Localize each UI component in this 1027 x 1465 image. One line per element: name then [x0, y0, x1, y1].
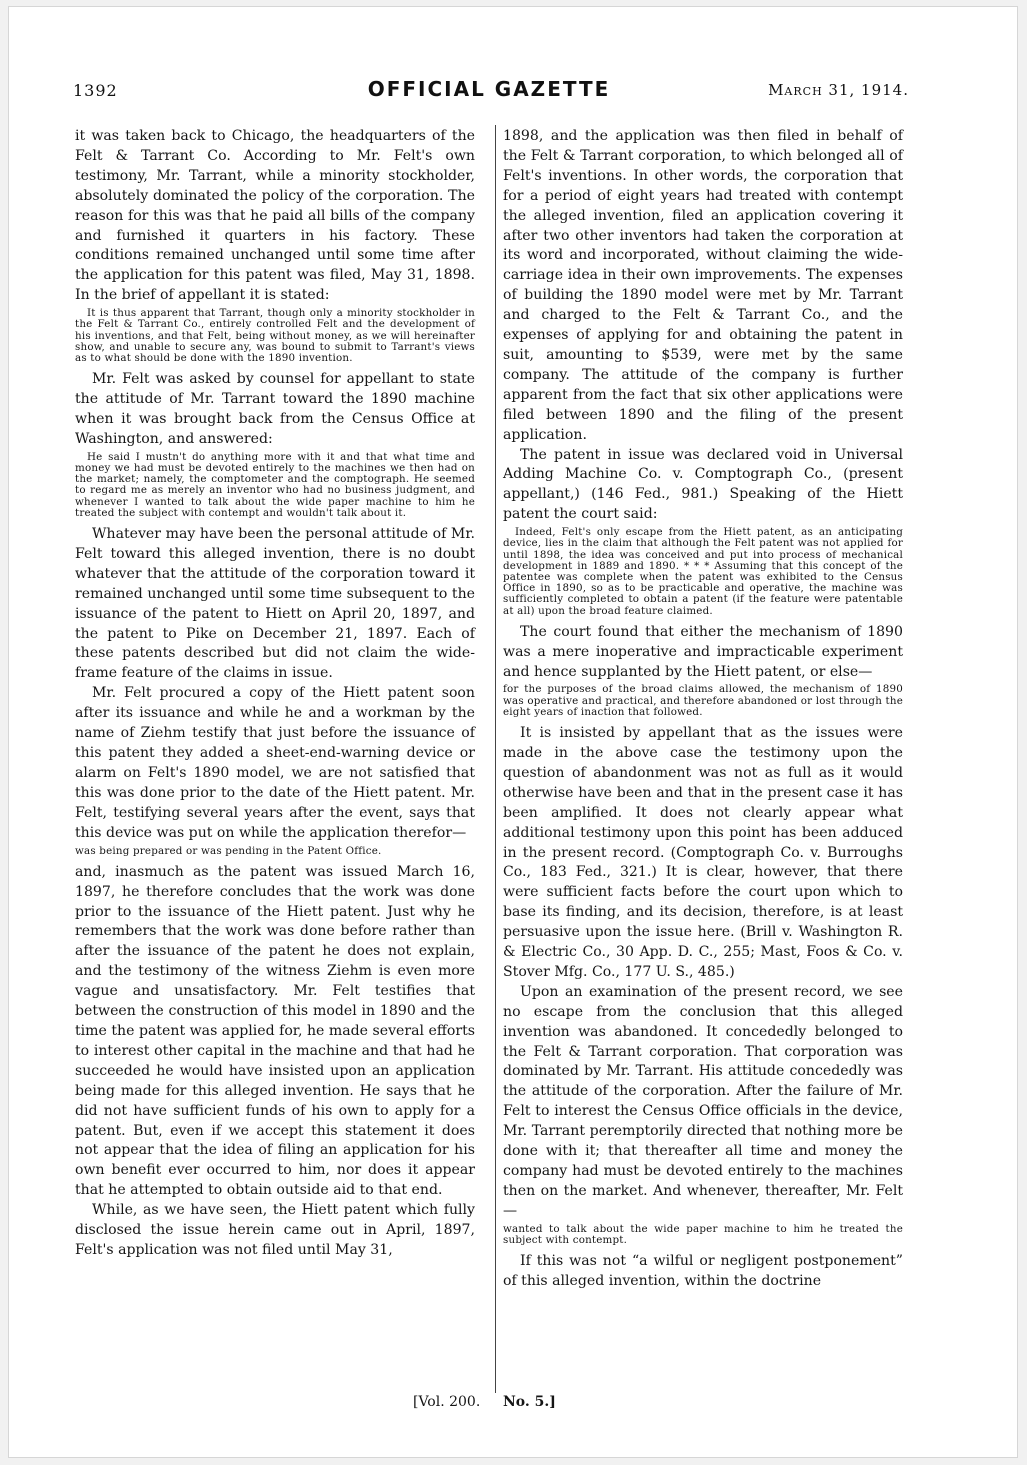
paragraph: it was taken back to Chicago, the headquarters of the Felt & Tarrant Co. According to Mr. Felt's own testimony, Mr. Tarrant, while a minority stockholder, absolutely dominated the policy of the corporation. The reason for this was that he paid all bills of the company and furnished it quarters in his factory. These conditions remained unchanged until some time after the application for this patent was filed, May 31, 1898. In the brief of appellant it is stated: — [75, 128, 475, 304]
page-number: 1392 — [73, 81, 118, 100]
right-column — [503, 127, 903, 1292]
paragraph: The patent in issue was declared void in Universal Adding Machine Co. v. Comptograph Co., (present appellant,) (146 Fed., 981.) Speaking of the Hiett patent the court said: — [503, 446, 903, 523]
block-quote: wanted to talk about the wide paper machine to him he treated the subject with contempt. — [503, 1222, 903, 1246]
paragraph: The court found that either the mechanism of 1890 was a mere inoperative and impracticable experiment and hence supplanted by the Hiett patent, or else— — [503, 623, 903, 680]
volume-footer: [Vol. 200. — [413, 1394, 481, 1410]
paragraph: If this was not “a wilful or negligent postponement” of this alleged invention, within the doctrine — [503, 1253, 903, 1290]
block-quote: Indeed, Felt's only escape from the Hiett patent, as an anticipating device, lies in the claim that although the Felt patent was not applied for until 1898, the idea was conceived and put into process of mechanical development in 1889 and 1890. * * * Assuming that this concept of the patentee was complete when the patent was exhibited to the Census Office in 1890, so as to be practicable and operative, the machine was sufficiently completed to obtain a patent (if the feature were patentable at all) upon the broad feature claimed. — [503, 526, 903, 617]
left-column — [75, 127, 475, 1261]
paragraph: Mr. Felt was asked by counsel for appellant to state the attitude of Mr. Tarrant toward the 1890 machine when it was brought back from the Census Office at Washington, and answered: — [75, 371, 475, 447]
paragraph: It is insisted by appellant that as the issues were made in the above case the testimony upon the question of abandonment was not as full as it would otherwise have been and that in the present case it has been amplified. It does not clearly appear what additional testimony upon this point has been adduced in the present record. (Comptograph Co. v. Burroughs Co., 183 Fed., 321.) It is clear, however, that there were sufficient facts before the court upon which to base its finding, and its decision, therefore, is at least persuasive upon the issue here. (Brill v. Washington R. & Electric Co., 30 App. D. C., 255; Mast, Foos & Co. v. Stover Mfg. Co., 177 U. S., 485.) — [503, 725, 903, 980]
paragraph: and, inasmuch as the patent was issued March 16, 1897, he therefore concludes that the work was done prior to the issuance of the Hiett patent. Just why he remembers that the work was done before rather than after the issuance of the patent he does not explain, and the testimony of the witness Ziehm is even more vague and unsatisfactory. Mr. Felt testifies that between the construction of this model in 1890 and the time the patent was applied for, he made several efforts to interest other capital in the machine and that had he succeeded he would have insisted upon an application being made for this alleged invention. He says that he did not have sufficient funds of his own to apply for a patent. But, even if we accept this statement it does not appear that the idea of filing an application for his own benefit ever occurred to him, nor does it appear that he attempted to obtain outside aid to that end. — [75, 863, 475, 1199]
block-quote: He said I mustn't do anything more with it and that what time and money we had must be devoted entirely to the machines we then had on the market; namely, the comptometer and the comptograph. He seemed to regard me as merely an inventor who had no business judgment, and whenever I wanted to talk about the wide paper machine to him he treated the subject with contempt and wouldn't talk about it. — [75, 450, 475, 519]
paragraph: Upon an examination of the present record, we see no escape from the conclusion that this alleged invention was abandoned. It concededly belonged to the Felt & Tarrant corporation. That corporation was dominated by Mr. Tarrant. His attitude concededly was the attitude of the corporation. After the failure of Mr. Felt to interest the Census Office officials in the device, Mr. Tarrant peremptorily directed that nothing more be done with it; that thereafter all time and money the company had must be devoted entirely to the machines then on the market. And whenever, thereafter, Mr. Felt— — [503, 983, 903, 1219]
gazette-page — [8, 6, 1018, 1458]
column-divider — [495, 125, 496, 1393]
block-quote: for the purposes of the broad claims allowed, the mechanism of 1890 was operative and practical, and therefore abandoned or lost through the eight years of inaction that followed. — [503, 683, 903, 718]
block-quote: was being prepared or was pending in the Patent Office. — [75, 844, 382, 857]
block-quote: It is thus apparent that Tarrant, though only a minority stockholder in the Felt & Tarrant Co., entirely controlled Felt and the development of his inventions, and that Felt, being without money, as we will hereinafter show, and unable to secure any, was bound to submit to Tarrant's views as to what should be done with the 1890 invention. — [75, 307, 475, 364]
page-header — [69, 77, 909, 107]
issue-date: March 31, 1914. — [768, 81, 909, 99]
issue-number-footer: No. 5.] — [503, 1394, 556, 1410]
paragraph: Whatever may have been the personal attitude of Mr. Felt toward this alleged invention, there is no doubt whatever that the attitude of the corporation toward it remained unchanged until some time subsequent to the issuance of the patent to Hiett on April 20, 1897, and the patent to Pike on December 21, 1897. Each of these patents described but did not claim the wide-frame feature of the claims in issue. — [75, 526, 475, 682]
page-title: OFFICIAL GAZETTE — [367, 77, 611, 101]
paragraph: Mr. Felt procured a copy of the Hiett patent soon after its issuance and while he and a workman by the name of Ziehm testify that just before the issuance of this patent they added a sheet-end-warning device or alarm on Felt's 1890 model, we are not satisfied that this was done prior to the date of the Hiett patent. Mr. Felt, testifying several years after the event, says that this device was put on while the application therefor— — [75, 685, 475, 841]
paragraph: 1898, and the application was then filed in behalf of the Felt & Tarrant corporation, to which belonged all of Felt's inventions. In other words, the corporation that for a period of eight years had treated with contempt the alleged invention, filed an application covering it after two other inventors had taken the corporation at its word and incorporated, without claiming the wide-carriage idea in their own improvements. The expenses of building the 1890 model were met by Mr. Tarrant and charged to the Felt & Tarrant Co., and the expenses of applying for and obtaining the patent in suit, amounting to $539, were met by the same company. The attitude of the company is further apparent from the fact that six other applications were filed between 1890 and the filing of the present application. — [503, 128, 903, 443]
paragraph: While, as we have seen, the Hiett patent which fully disclosed the issue herein came out in April, 1897, Felt's application was not filed until May 31, — [75, 1202, 475, 1258]
